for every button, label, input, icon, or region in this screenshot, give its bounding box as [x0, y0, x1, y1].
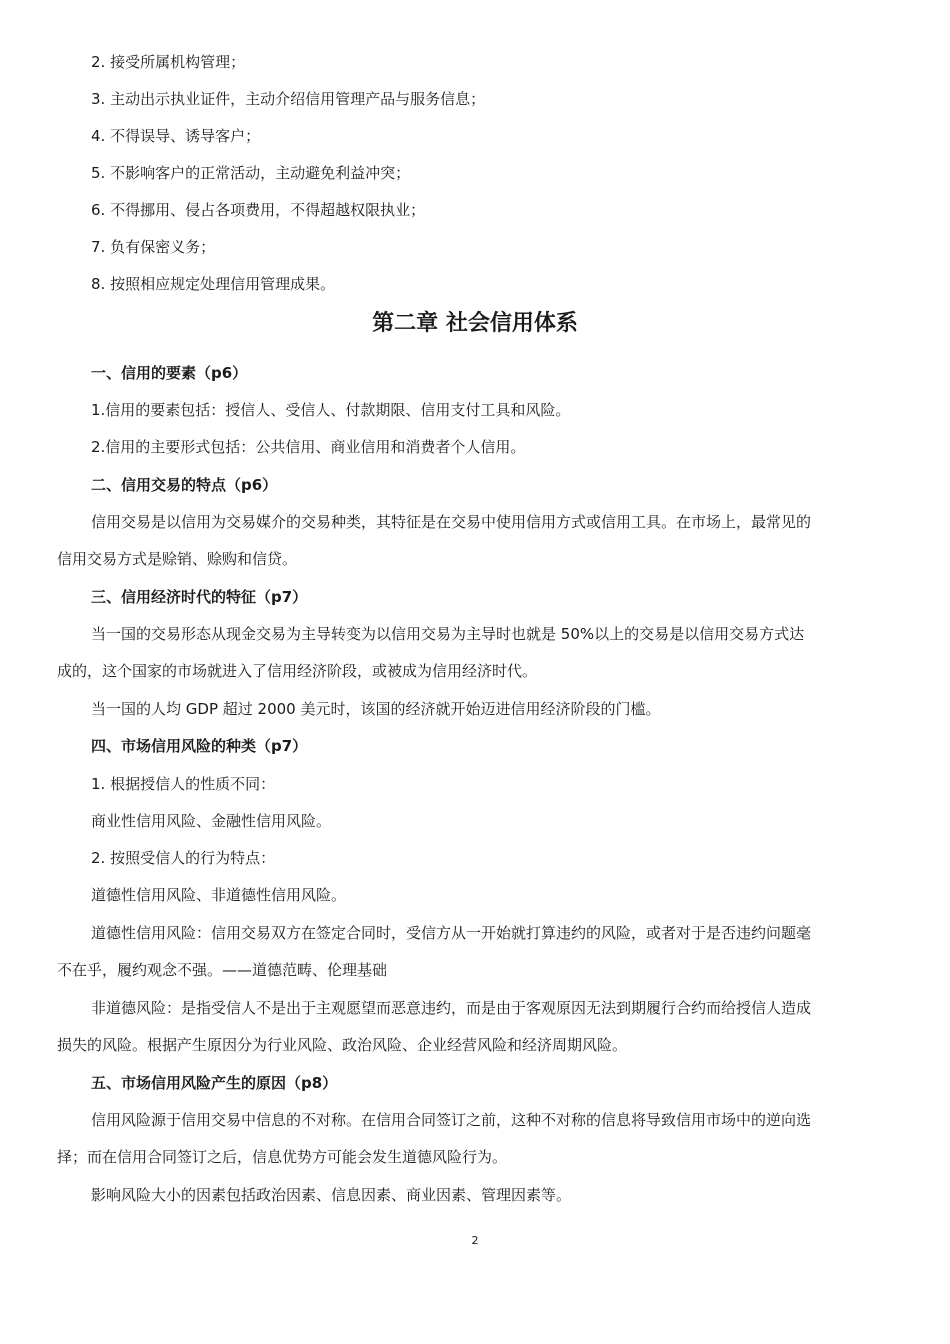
paragraph: 当一国的人均 GDP 超过 2000 美元时，该国的经济就开始迈进信用经济阶段的门槛。: [91, 700, 661, 718]
paragraph-line: 当一国的交易形态从现金交易为主导转变为以信用交易为主导时也就是 50%以上的交易是以信用交易方式达: [91, 625, 805, 643]
list-item: 7. 负有保密义务；: [91, 238, 216, 256]
paragraph: 商业性信用风险、金融性信用风险。: [91, 812, 332, 830]
section-heading: 五、市场信用风险产生的原因（p8）: [91, 1074, 338, 1092]
paragraph-line: 信用风险源于信用交易中信息的不对称。在信用合同签订之前，这种不对称的信息将导致信用市场中的逆向选: [91, 1111, 812, 1129]
paragraph-line: 择；而在信用合同签订之后，信息优势方可能会发生道德风险行为。: [57, 1148, 508, 1166]
section-heading: 二、信用交易的特点（p6）: [91, 476, 278, 494]
paragraph-line: 非道德风险：是指受信人不是出于主观愿望而恶意违约，而是由于客观原因无法到期履行合约而给授信人造成: [91, 999, 812, 1017]
paragraph-line: 道德性信用风险：信用交易双方在签定合同时，受信方从一开始就打算违约的风险，或者对于是否违约问题毫: [91, 924, 812, 942]
paragraph: 道德性信用风险、非道德性信用风险。: [91, 886, 347, 904]
page-number: 2: [471, 1234, 479, 1247]
list-item: 5. 不影响客户的正常活动，主动避免利益冲突；: [91, 164, 411, 182]
paragraph-line: 不在乎，履约观念不强。——道德范畴、伦理基础: [57, 961, 388, 979]
section-heading: 一、信用的要素（p6）: [91, 364, 248, 382]
paragraph: 2.信用的主要形式包括：公共信用、商业信用和消费者个人信用。: [91, 438, 526, 456]
list-item: 6. 不得挪用、侵占各项费用，不得超越权限执业；: [91, 201, 426, 219]
chapter-title: 第二章 社会信用体系: [372, 311, 578, 336]
list-item: 2. 按照受信人的行为特点：: [91, 849, 276, 867]
list-item: 1. 根据授信人的性质不同：: [91, 775, 276, 793]
list-item: 4. 不得误导、诱导客户；: [91, 127, 261, 145]
list-item: 3. 主动出示执业证件，主动介绍信用管理产品与服务信息；: [91, 90, 486, 108]
paragraph-line: 成的，这个国家的市场就进入了信用经济阶段，或被成为信用经济时代。: [57, 662, 538, 680]
paragraph: 1.信用的要素包括：授信人、受信人、付款期限、信用支付工具和风险。: [91, 401, 571, 419]
paragraph-line: 信用交易方式是赊销、赊购和信贷。: [57, 550, 298, 568]
paragraph: 影响风险大小的因素包括政治因素、信息因素、商业因素、管理因素等。: [91, 1186, 572, 1204]
section-heading: 四、市场信用风险的种类（p7）: [91, 737, 308, 755]
list-item: 2. 接受所属机构管理；: [91, 53, 246, 71]
section-heading: 三、信用经济时代的特征（p7）: [91, 588, 308, 606]
paragraph-line: 损失的风险。根据产生原因分为行业风险、政治风险、企业经营风险和经济周期风险。: [57, 1036, 628, 1054]
list-item: 8. 按照相应规定处理信用管理成果。: [91, 275, 336, 293]
paragraph-line: 信用交易是以信用为交易媒介的交易种类，其特征是在交易中使用信用方式或信用工具。在市场上，最常见的: [91, 513, 812, 531]
